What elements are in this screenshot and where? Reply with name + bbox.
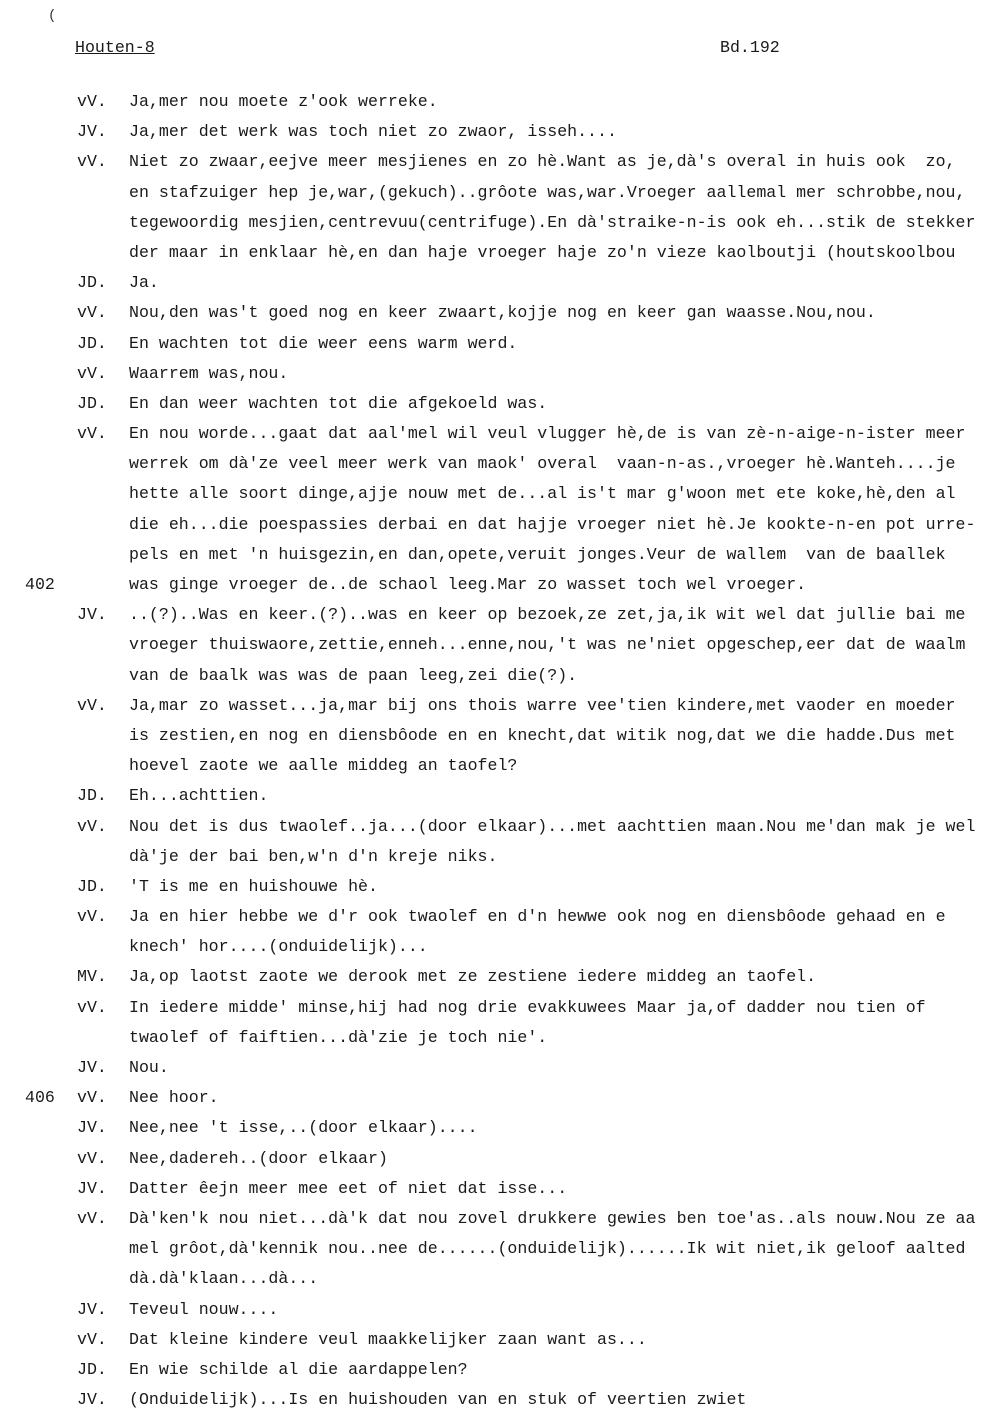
transcript-line bbox=[0, 751, 979, 781]
transcript-line bbox=[0, 238, 979, 268]
transcript-line bbox=[0, 1234, 979, 1264]
speaker-label: JD. bbox=[77, 393, 107, 413]
utterance-text: werrek om dà'ze veel meer werk van maok' overal vaan-n-as.,vroeger hè.Wanteh....je bbox=[129, 454, 956, 474]
transcript-line bbox=[0, 510, 979, 540]
utterance-text: In iedere midde' minse,hij had nog drie evakkuwees Maar ja,of dadder nou tien of bbox=[129, 997, 926, 1017]
speaker-label: JD. bbox=[77, 876, 107, 896]
transcript-line bbox=[0, 781, 979, 811]
transcript-line bbox=[0, 691, 979, 721]
transcript-line bbox=[0, 540, 979, 570]
speaker-label: JV. bbox=[77, 605, 107, 625]
utterance-text: Nee hoor. bbox=[129, 1088, 219, 1108]
transcript-line bbox=[0, 1295, 979, 1325]
transcript-line bbox=[0, 842, 979, 872]
transcript-line bbox=[0, 600, 979, 630]
transcript-line bbox=[0, 932, 979, 962]
line-number: 402 bbox=[25, 575, 55, 594]
transcript-line bbox=[0, 1204, 979, 1234]
transcript-line bbox=[0, 1174, 979, 1204]
transcript-line bbox=[0, 1144, 979, 1174]
utterance-text: Nee,nee 't isse,..(door elkaar).... bbox=[129, 1118, 478, 1138]
utterance-text: Ja,mer nou moete z'ook werreke. bbox=[129, 92, 438, 111]
utterance-text: Nou,den was't goed nog en keer zwaart,kojje nog en keer gan waasse.Nou,nou. bbox=[129, 303, 876, 323]
transcript-line bbox=[0, 872, 979, 902]
corner-mark: ( bbox=[48, 8, 57, 24]
utterance-text: der maar in enklaar hè,en dan haje vroeger haje zo'n vieze kaolboutji (houtskoolbou bbox=[129, 242, 956, 262]
volume-number: Bd.192 bbox=[720, 38, 780, 57]
speaker-label: JV. bbox=[77, 122, 107, 142]
transcript-line bbox=[0, 630, 979, 660]
transcript-lines bbox=[0, 87, 979, 1415]
utterance-text: Waarrem was,nou. bbox=[129, 363, 289, 383]
transcript-line bbox=[0, 87, 979, 117]
utterance-text: en stafzuiger hep je,war,(gekuch)..grôote was,war.Vroeger aallemal mer schrobbe,nou, bbox=[129, 182, 966, 202]
utterance-text: En nou worde...gaat dat aal'mel wil veul vlugger hè,de is van zè-n-aige-n-ister meer bbox=[129, 424, 966, 444]
speaker-label: JD. bbox=[77, 333, 107, 353]
utterance-text: dà.dà'klaan...dà... bbox=[129, 1269, 319, 1289]
utterance-text: was ginge vroeger de..de schaol leeg.Mar zo wasset toch wel vroeger. bbox=[129, 575, 807, 594]
speaker-label: MV. bbox=[77, 967, 107, 987]
utterance-text: Ja,op laotst zaote we derook met ze zestiene iedere middeg an taofel. bbox=[129, 967, 817, 987]
transcript-line bbox=[0, 359, 979, 389]
transcript-line bbox=[0, 812, 979, 842]
utterance-text: En dan weer wachten tot die afgekoeld was. bbox=[129, 393, 548, 413]
utterance-text: hette alle soort dinge,ajje nouw met de...al is't mar g'woon met ete koke,hè,den al bbox=[129, 484, 956, 504]
utterance-text: twaolef of faiftien...dà'zie je toch nie'. bbox=[129, 1027, 548, 1047]
transcript-line bbox=[0, 268, 979, 298]
utterance-text: Datter êejn meer mee eet of niet dat isse... bbox=[129, 1178, 568, 1198]
utterance-text: tegewoordig mesjien,centrevuu(centrifuge).En dà'straike-n-is ook eh...stik de stekker bbox=[129, 212, 976, 232]
utterance-text: Niet zo zwaar,eejve meer mesjienes en zo hè.Want as je,dà's overal in huis ook zo, bbox=[129, 152, 956, 172]
utterance-text: Nee,dadereh..(door elkaar) bbox=[129, 1148, 388, 1168]
line-number: 406 bbox=[25, 1088, 55, 1108]
speaker-label: JD. bbox=[77, 273, 107, 293]
transcript-line bbox=[0, 329, 979, 359]
utterance-text: die eh...die poespassies derbai en dat hajje vroeger niet hè.Je kookte-n-en pot urre- bbox=[129, 514, 976, 534]
utterance-text: Ja,mer det werk was toch niet zo zwaor, isseh.... bbox=[129, 122, 617, 142]
transcript-line bbox=[0, 902, 979, 932]
speaker-label: JV. bbox=[77, 1390, 107, 1410]
transcript-line bbox=[0, 1325, 979, 1355]
speaker-label: JV. bbox=[77, 1058, 107, 1077]
speaker-label: JV. bbox=[77, 1118, 107, 1138]
transcript-line bbox=[0, 721, 979, 751]
utterance-text: Ja,mar zo wasset...ja,mar bij ons thois warre vee'tien kindere,met vaoder en moeder bbox=[129, 695, 956, 715]
transcript-line bbox=[0, 1053, 979, 1083]
speaker-label: vV. bbox=[77, 1088, 107, 1108]
transcript-line bbox=[0, 1264, 979, 1294]
transcript-line bbox=[0, 1355, 979, 1385]
utterance-text: En wachten tot die weer eens warm werd. bbox=[129, 333, 518, 353]
transcript-line bbox=[0, 993, 979, 1023]
utterance-text: En wie schilde al die aardappelen? bbox=[129, 1359, 468, 1379]
transcript-line bbox=[0, 389, 979, 419]
utterance-text: (Onduidelijk)...Is en huishouden van en stuk of veertien zwiet bbox=[129, 1390, 747, 1410]
transcript-line bbox=[0, 178, 979, 208]
transcript-line bbox=[0, 1385, 979, 1415]
utterance-text: pels en met 'n huisgezin,en dan,opete,veruit jonges.Veur de wallem van de baallek bbox=[129, 544, 946, 564]
speaker-label: vV. bbox=[77, 424, 107, 444]
utterance-text: Eh...achttien. bbox=[129, 786, 269, 806]
utterance-text: Dà'ken'k nou niet...dà'k dat nou zovel drukkere gewies ben toe'as..als nouw.Nou ze aa bbox=[129, 1208, 976, 1228]
speaker-label: JD. bbox=[77, 1359, 107, 1379]
speaker-label: vV. bbox=[77, 152, 107, 172]
speaker-label: vV. bbox=[77, 997, 107, 1017]
transcript-line bbox=[0, 419, 979, 449]
utterance-text: mel grôot,dà'kennik nou..nee de......(onduidelijk)......Ik wit niet,ik geloof aalted bbox=[129, 1239, 966, 1259]
utterance-text: hoevel zaote we aalle middeg an taofel? bbox=[129, 756, 518, 776]
speaker-label: vV. bbox=[77, 1148, 107, 1168]
page-header bbox=[75, 38, 979, 64]
transcript-line bbox=[0, 298, 979, 328]
utterance-text: dà'je der bai ben,w'n d'n kreje niks. bbox=[129, 846, 498, 866]
utterance-text: Nou det is dus twaolef..ja...(door elkaar)...met aachttien maan.Nou me'dan mak je wel bbox=[129, 816, 976, 836]
speaker-label: vV. bbox=[77, 816, 107, 836]
speaker-label: vV. bbox=[77, 1329, 107, 1349]
speaker-label: vV. bbox=[77, 92, 107, 111]
transcript-line bbox=[0, 570, 979, 600]
transcript-line bbox=[0, 479, 979, 509]
speaker-label: vV. bbox=[77, 363, 107, 383]
utterance-text: ..(?)..Was en keer.(?)..was en keer op bezoek,ze zet,ja,ik wit wel dat jullie bai me bbox=[129, 605, 966, 625]
utterance-text: Dat kleine kindere veul maakkelijker zaan want as... bbox=[129, 1329, 647, 1349]
document-title: Houten-8 bbox=[75, 38, 155, 57]
transcript-line bbox=[0, 661, 979, 691]
transcript-line bbox=[0, 147, 979, 177]
utterance-text: Ja. bbox=[129, 273, 159, 293]
transcript-line bbox=[0, 962, 979, 992]
utterance-text: 'T is me en huishouwe hè. bbox=[129, 876, 378, 896]
utterance-text: Ja en hier hebbe we d'r ook twaolef en d'n hewwe ook nog en diensbôode gehaad en e bbox=[129, 907, 946, 927]
transcript-line bbox=[0, 208, 979, 238]
transcript-line bbox=[0, 1113, 979, 1143]
utterance-text: vroeger thuiswaore,zettie,enneh...enne,nou,'t was ne'niet opgeschep,eer dat de waalm bbox=[129, 635, 966, 655]
utterance-text: knech' hor....(onduidelijk)... bbox=[129, 937, 428, 957]
utterance-text: is zestien,en nog en diensbôode en en knecht,dat witik nog,dat we die hadde.Dus met bbox=[129, 725, 956, 745]
speaker-label: vV. bbox=[77, 695, 107, 715]
speaker-label: JV. bbox=[77, 1299, 107, 1319]
utterance-text: van de baalk was was de paan leeg,zei die(?). bbox=[129, 665, 578, 685]
speaker-label: JD. bbox=[77, 786, 107, 806]
utterance-text: Teveul nouw.... bbox=[129, 1299, 279, 1319]
transcript-line bbox=[0, 1083, 979, 1113]
transcript-line bbox=[0, 449, 979, 479]
speaker-label: JV. bbox=[77, 1178, 107, 1198]
transcript-line bbox=[0, 117, 979, 147]
speaker-label: vV. bbox=[77, 1208, 107, 1228]
speaker-label: vV. bbox=[77, 907, 107, 927]
utterance-text: Nou. bbox=[129, 1058, 169, 1077]
transcript-line bbox=[0, 1023, 979, 1053]
speaker-label: vV. bbox=[77, 303, 107, 323]
